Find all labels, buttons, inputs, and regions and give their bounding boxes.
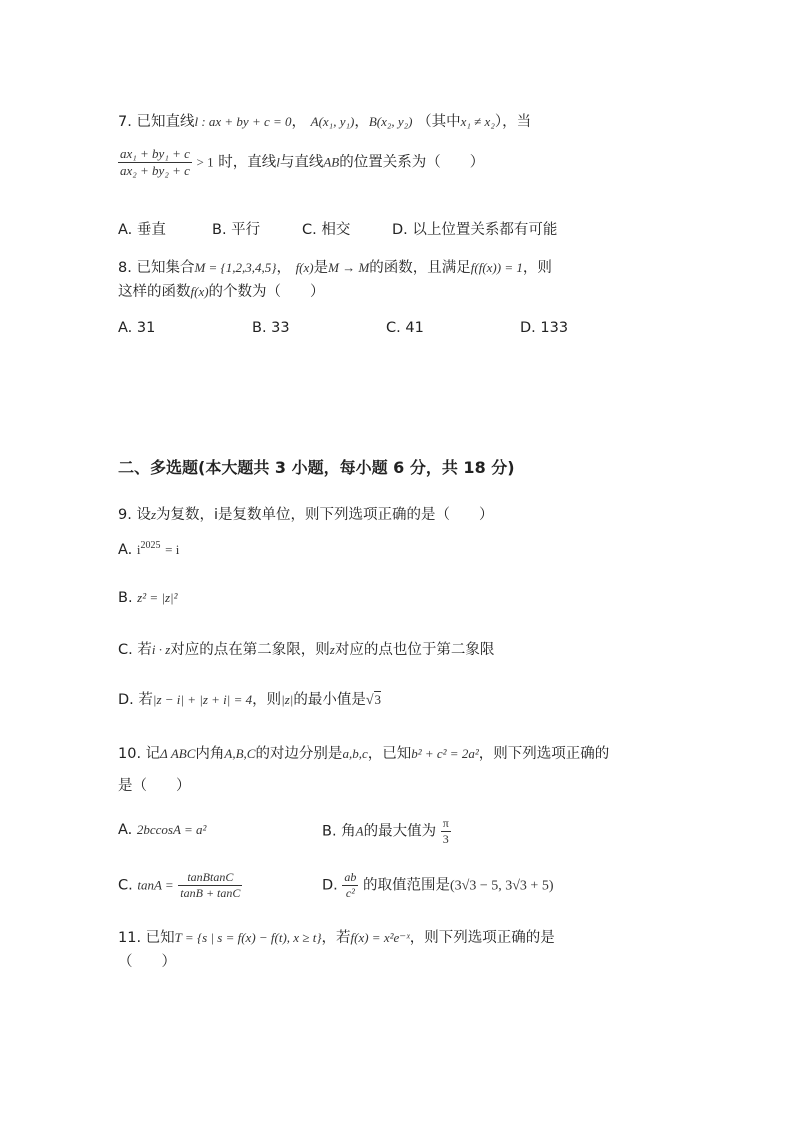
- ratio-fraction: $\frac{\text{ax₁ + by₁ + c}}{\text{ax₂ + by₂ + c}}$: [120, 146, 190, 178]
- tan-fraction: $\frac{\text{tanBtanC}}{\tan B + \tan C}$: [180, 870, 241, 900]
- question-9-option-c: C. 若i · z对应的点在第二象限，则z对应的点也位于第二象限: [118, 642, 495, 658]
- option-a: A. 31: [118, 320, 156, 336]
- question-10-option-d: D. $\frac{ab}{\text{c²}}$ 的取值范围是(3√3 − 5, 3√3 + 5): [322, 870, 554, 900]
- question-10-option-c: C. tanA = $\frac{\text{tanBtanC}}{\tan B + \tan C}$: [118, 870, 241, 900]
- option-d: D. 以上位置关系都有可能: [392, 222, 558, 238]
- question-7-line-2: $\frac{\text{ax₁ + by₁ + c}}{\text{ax₂ + by₂ + c}}$ > 1 时，直线l与直线AB的位置关系为（ ）: [120, 146, 485, 178]
- question-10-line-1: 10. 记Δ ABC内角A,B,C的对边分别是a,b,c，已知b² + c² = 2a²，则下列选项正确的: [118, 746, 610, 762]
- value-range: (3√3 − 5, 3√3 + 5): [450, 878, 554, 894]
- question-number: 7.: [118, 114, 132, 130]
- point-a: A(x₁, y₁): [310, 114, 355, 129]
- line-equation: l : ax + by + c = 0: [194, 114, 292, 129]
- question-9-option-a: A. $i^{2025} = i$: [118, 540, 180, 558]
- option-a: A. 垂直: [118, 222, 166, 238]
- question-11-line-1: 11. 已知T = {s | s = f(x) − f(t), x ≥ t}，若f(x) = x²e⁻ˣ，则下列选项正确的是: [118, 930, 555, 946]
- option-c: C. 相交: [302, 222, 351, 238]
- question-10-option-a: A. 2bccosA = a²: [118, 822, 207, 838]
- question-number: 9.: [118, 507, 132, 523]
- question-8-line-2: 这样的函数f(x)的个数为（ ）: [118, 284, 325, 300]
- point-b: B(x₂, y₂): [368, 114, 413, 129]
- question-10-line-2: 是（ ）: [118, 778, 191, 794]
- question-11-line-2: （ ）: [118, 954, 176, 970]
- set-m: M = {1,2,3,4,5}: [194, 260, 277, 275]
- section-heading: 二、多选题(本大题共 3 小题，每小题 6 分，共 18 分): [118, 458, 515, 477]
- option-b: B. 33: [252, 320, 290, 336]
- question-10-option-b: B. 角A的最大值为 $\frac{\pi}{3}$: [322, 816, 449, 846]
- option-c: C. 41: [386, 320, 424, 336]
- question-7-line-1: 7. 已知直线l : ax + by + c = 0， A(x₁, y₁)，B(x₂, y₂) （其中x₁ ≠ x₂），当: [118, 114, 532, 130]
- question-number: 8.: [118, 260, 132, 276]
- question-9-option-d: D. 若|z − i| + |z + i| = 4，则|z|的最小值是√3: [118, 692, 382, 708]
- sqrt-value: 3: [374, 692, 382, 707]
- question-8-line-1: 8. 已知集合M = {1,2,3,4,5}， f(x)是M → M的函数，且满足f(f(x)) = 1，则: [118, 260, 552, 276]
- question-9-stem: 9. 设z为复数，i是复数单位，则下列选项正确的是（ ）: [118, 507, 494, 523]
- option-d: D. 133: [520, 320, 569, 336]
- question-9-option-b: B. z² = |z|²: [118, 590, 178, 606]
- question-number: 11.: [118, 930, 142, 946]
- max-angle-fraction: $\frac{\pi}{3}$: [442, 816, 449, 846]
- ab-over-c2-fraction: $\frac{ab}{\text{c²}}$: [344, 870, 357, 900]
- question-number: 10.: [118, 746, 142, 762]
- option-b: B. 平行: [212, 222, 261, 238]
